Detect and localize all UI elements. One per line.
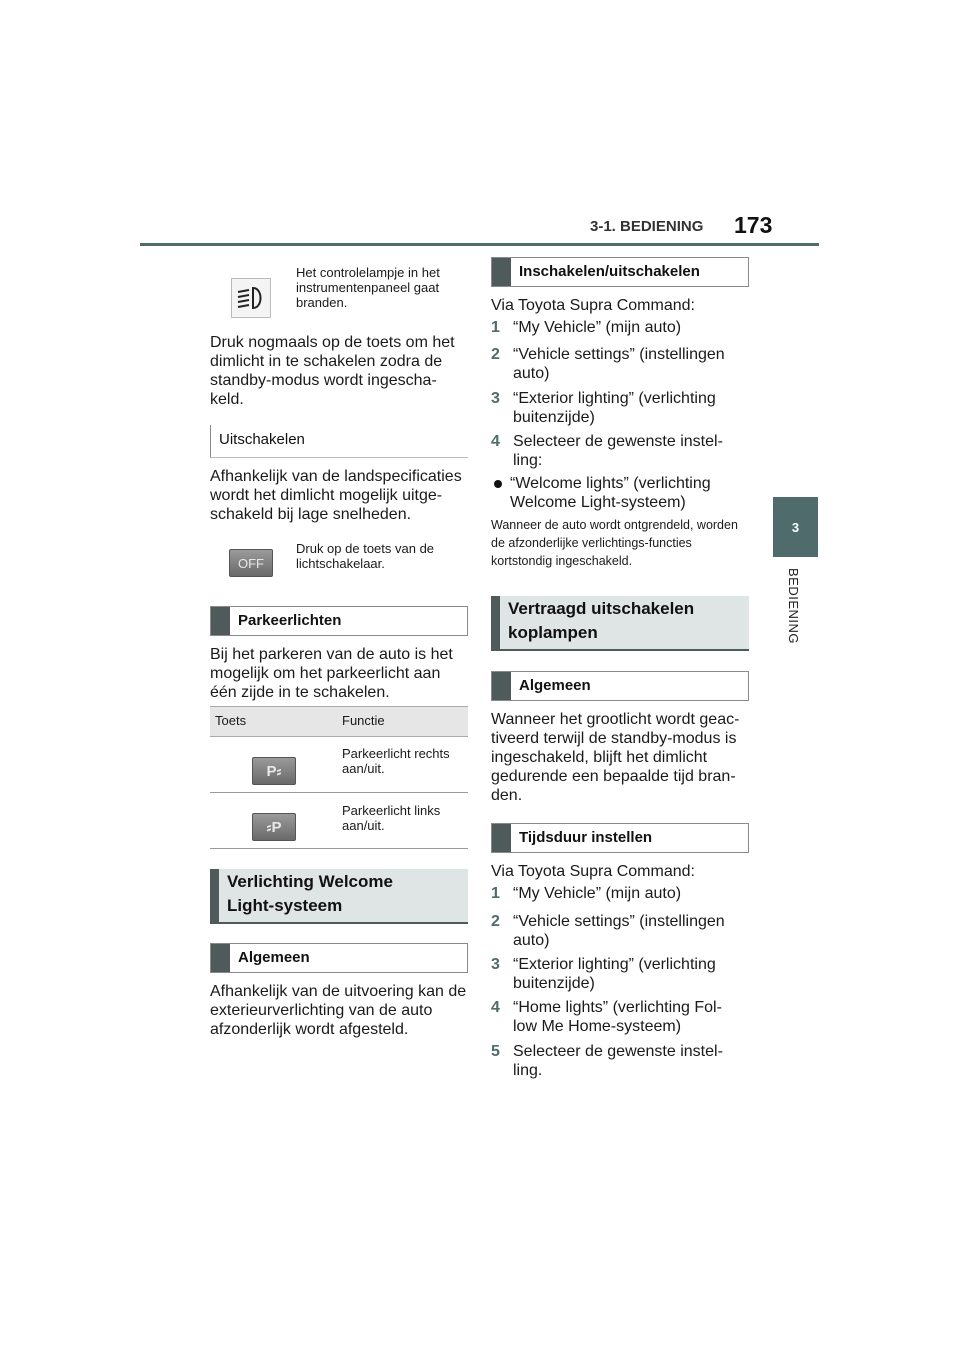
note-ontgrendeld: Wanneer de auto wordt ontgrendeld, worden de afzonderlijke verlichtings-functies kortstondig ingeschakeld.: [491, 518, 738, 568]
heading-inschakelen: [491, 257, 749, 287]
low-beam-indicator-icon: [231, 278, 271, 318]
table-divider: [210, 792, 468, 793]
heading-text: Algemeen: [519, 677, 591, 694]
via-command: Via Toyota Supra Command:: [491, 297, 695, 314]
chapter-label: BEDIENING: [786, 568, 801, 645]
table-divider: [210, 848, 468, 849]
heading-text-line1: Verlichting Welcome: [227, 872, 393, 891]
table-cell-functie: Parkeerlicht rechts aan/uit.: [342, 746, 450, 776]
paragraph-uitvoering: Afhankelijk van de uitvoering kan de exterieurverlichting van de auto afzonderlijk wordt afgesteld.: [210, 983, 467, 1038]
heading-algemeen: [491, 671, 749, 701]
section-title: 3-1. BEDIENING: [590, 218, 704, 235]
heading-uitschakelen: [210, 425, 468, 458]
heading-text: Tijdsduur instellen: [519, 829, 653, 846]
heading-text: Parkeerlichten: [238, 612, 342, 629]
via-command: Via Toyota Supra Command:: [491, 863, 695, 880]
heading-parkeerlichten: [210, 606, 468, 636]
bullet-icon: [494, 480, 502, 488]
page-number: 173: [734, 212, 773, 238]
heading-text-line2: Light-systeem: [227, 896, 343, 915]
column-toets: Toets: [215, 713, 247, 728]
heading-text-line2: koplampen: [508, 623, 598, 642]
table-header: [210, 706, 468, 737]
paragraph-landspecificaties: Afhankelijk van de landspecificaties wordt het dimlicht mogelijk uitge-schakeld bij lage snelheden.: [210, 468, 462, 523]
heading-text: Algemeen: [238, 949, 310, 966]
heading-text: Uitschakelen: [219, 431, 305, 448]
heading-vertraagd: [491, 596, 749, 651]
paragraph-grootlicht: Wanneer het grootlicht wordt geac-tiveerd terwijl de standby-modus is ingeschakeld, blijft het dimlicht gedurende een bepaalde tijd bran-den.: [491, 711, 740, 804]
column-functie: Functie: [342, 713, 385, 728]
heading-text: Inschakelen/uitschakelen: [519, 263, 700, 280]
heading-text-line1: Vertraagd uitschakelen: [508, 599, 695, 618]
heading-tijdsduur: [491, 823, 749, 853]
header-rule: [140, 243, 819, 246]
heading-algemeen: [210, 943, 468, 973]
indicator-note: Het controlelampje in het instrumentenpaneel gaat branden.: [296, 265, 440, 310]
heading-welcome-light: [210, 869, 468, 924]
parking-light-left-icon: ⸗P: [252, 813, 296, 841]
paragraph-standby: Druk nogmaals op de toets om het dimlicht in te schakelen zodra de standby-modus wordt ingescha-keld.: [210, 334, 455, 408]
off-note: Druk op de toets van de lichtschakelaar.: [296, 541, 435, 571]
table-cell-functie: Parkeerlicht links aan/uit.: [342, 803, 441, 833]
chapter-tab: 3: [773, 497, 818, 557]
parking-light-right-icon: P⸗: [252, 757, 296, 785]
paragraph-parkeren: Bij het parkeren van de auto is het mogelijk om het parkeerlicht aan één zijde in te schakelen.: [210, 646, 453, 701]
off-button-icon: OFF: [229, 549, 273, 577]
